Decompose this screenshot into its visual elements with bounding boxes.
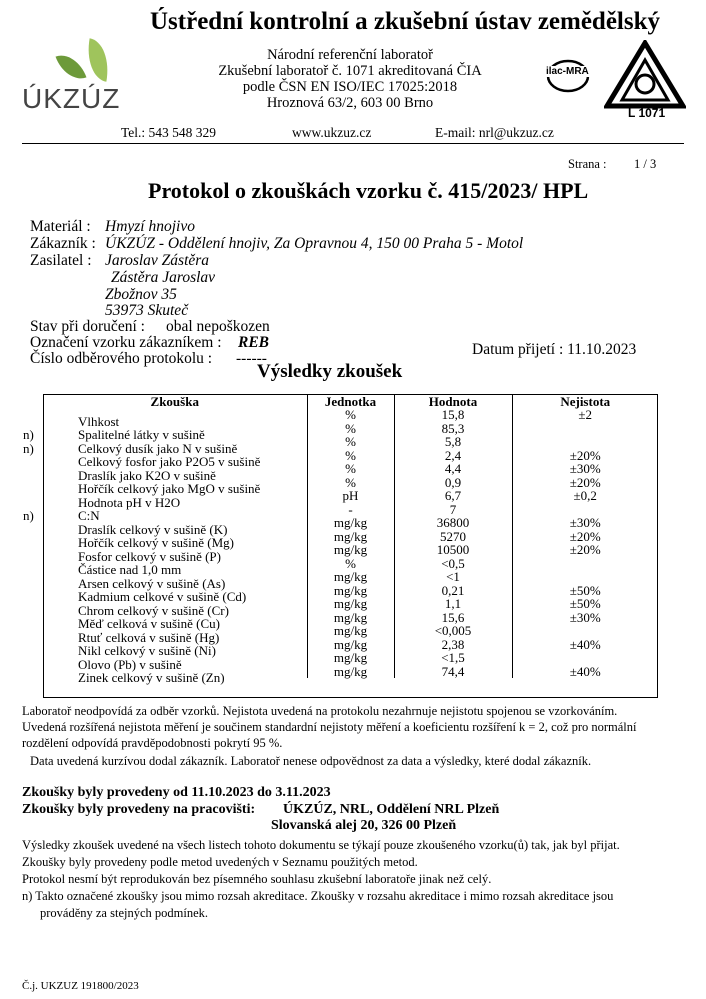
material-label: Materiál :	[30, 218, 91, 235]
footer-note-2: Zkoušky byly provedeny podle metod uvedených v Seznamu použitých metod.	[22, 855, 418, 869]
value-cell: 4,4	[394, 462, 512, 476]
material-value: Hmyzí hnojivo	[105, 218, 195, 235]
uncertainty-cell	[512, 651, 658, 665]
unit-cell: mg/kg	[307, 597, 394, 611]
test-name-cell	[43, 651, 307, 672]
value-cell: 15,6	[394, 611, 512, 625]
lab-line-2: Zkušební laboratoř č. 1071 akreditovaná ČIA	[218, 63, 482, 79]
uncertainty-cell	[512, 503, 658, 517]
table-row	[43, 638, 658, 652]
table-row	[43, 435, 658, 449]
uncertainty-cell: ±20%	[512, 476, 658, 490]
uncertainty-cell	[512, 435, 658, 449]
test-name-cell	[43, 624, 307, 645]
table-row	[43, 503, 658, 517]
uncertainty-cell: ±40%	[512, 638, 658, 652]
non-accredited-mark: n)	[23, 427, 34, 443]
table-row	[43, 476, 658, 490]
test-name-cell	[43, 489, 307, 510]
test-name: Hodnota pH v H2O	[78, 494, 181, 510]
table-row	[43, 584, 658, 598]
test-name-cell	[23, 435, 307, 456]
test-name: Celkový fosfor jako P2O5 v sušině	[78, 454, 261, 470]
test-name-cell	[43, 476, 307, 497]
test-name-cell	[23, 422, 307, 443]
uncertainty-cell: ±30%	[512, 462, 658, 476]
col-header-test: Zkouška	[150, 394, 199, 409]
test-name-cell	[43, 543, 307, 564]
unit-cell: %	[307, 449, 394, 463]
test-name: Draslík jako K2O v sušině	[78, 467, 216, 483]
uncertainty-cell: ±2	[512, 408, 658, 422]
page-label: Strana :	[568, 157, 607, 171]
footer-note-3: Protokol nesmí být reprodukován bez písemného souhlasu zkušební laboratoře jinak než celý.	[22, 872, 492, 886]
delivery-label: Stav při doručení :	[30, 318, 145, 335]
value-cell: 7	[394, 503, 512, 517]
table-row	[43, 408, 658, 422]
table-row	[43, 462, 658, 476]
unit-cell: mg/kg	[307, 665, 394, 679]
value-cell: 6,7	[394, 489, 512, 503]
value-cell: 2,4	[394, 449, 512, 463]
value-cell: <0,005	[394, 624, 512, 638]
value-cell: 36800	[394, 516, 512, 530]
table-row	[43, 597, 658, 611]
col-header-uncertainty: Nejistota	[512, 395, 658, 408]
test-name-cell	[43, 597, 307, 618]
uncertainty-cell	[512, 422, 658, 436]
test-name-cell	[43, 638, 307, 659]
unit-cell: pH	[307, 489, 394, 503]
table-row	[43, 665, 658, 679]
table-row	[43, 570, 658, 584]
uncertainty-cell	[512, 557, 658, 571]
sender-line-4: 53973 Skuteč	[105, 302, 189, 319]
test-name-cell	[43, 665, 307, 686]
table-row	[43, 611, 658, 625]
test-name-cell	[43, 584, 307, 605]
logo-leaf-left	[56, 49, 87, 85]
test-name-cell	[43, 516, 307, 537]
non-accredited-mark: n)	[23, 508, 34, 524]
non-accredited-mark: n)	[23, 440, 34, 456]
lab-line-3: podle ČSN EN ISO/IEC 17025:2018	[242, 79, 458, 95]
test-name-cell	[43, 570, 307, 591]
test-name: Arsen celkový v sušině (As)	[78, 575, 226, 591]
test-name: Spalitelné látky v sušině	[78, 427, 205, 443]
unit-cell: mg/kg	[307, 584, 394, 598]
note-line-2: Uvedená rozšířená nejistota měření je součinem standardní nejistoty měření a koeficientu rozšíření k = 2, což pro normální	[22, 720, 637, 734]
unit-cell: %	[307, 408, 394, 422]
uncertainty-cell: ±40%	[512, 665, 658, 679]
uncertainty-cell	[512, 570, 658, 584]
footer-note-5: prováděny za stejných podmínek.	[40, 906, 209, 920]
workplace-line-1: ÚKZÚZ, NRL, Oddělení NRL Plzeň	[283, 802, 500, 817]
lab-line-4: Hroznová 63/2, 603 00 Brno	[266, 95, 434, 111]
uncertainty-cell: ±20%	[512, 530, 658, 544]
uncertainty-cell: ±20%	[512, 449, 658, 463]
uncertainty-cell: ±30%	[512, 516, 658, 530]
table-row	[43, 489, 658, 503]
col-header-unit: Jednotka	[307, 395, 394, 408]
table-row	[43, 651, 658, 665]
delivery-value: obal nepoškozen	[166, 318, 270, 335]
unit-cell: %	[307, 462, 394, 476]
cai-triangle-icon	[604, 40, 686, 110]
sender-label: Zasilatel :	[30, 252, 92, 269]
test-name: Olovo (Pb) v sušině	[78, 656, 182, 672]
logo-text: ÚKZÚZ	[22, 83, 121, 114]
value-cell: 1,1	[394, 597, 512, 611]
workplace-line-2: Slovanská alej 20, 326 00 Plzeň	[271, 818, 457, 833]
header-divider	[22, 143, 684, 144]
unit-cell: mg/kg	[307, 516, 394, 530]
value-cell: 0,9	[394, 476, 512, 490]
customer-label: Zákazník :	[30, 235, 96, 252]
value-cell: 5270	[394, 530, 512, 544]
value-cell: 74,4	[394, 665, 512, 679]
value-cell: 2,38	[394, 638, 512, 652]
unit-cell: mg/kg	[307, 638, 394, 652]
test-name: Nikl celkový v sušině (Ni)	[78, 643, 216, 659]
test-name: Vlhkost	[78, 413, 120, 429]
uncertainty-cell: ±50%	[512, 584, 658, 598]
sender-line-2: Zástěra Jaroslav	[111, 269, 216, 286]
sender-line-3: Zbožnov 35	[105, 286, 177, 303]
test-name-cell	[43, 557, 307, 578]
mark-label: Označení vzorku zákazníkem :	[30, 334, 222, 351]
test-name: Zinek celkový v sušině (Zn)	[78, 670, 225, 686]
results-title: Výsledky zkoušek	[257, 361, 403, 382]
unit-cell: -	[307, 503, 394, 517]
test-name: Hořčík celkový jako MgO v sušině	[78, 481, 261, 497]
test-name: Celkový dusík jako N v sušině	[78, 440, 238, 456]
sender-line-1: Jaroslav Zástěra	[105, 252, 210, 269]
test-name: C:N	[78, 508, 100, 524]
test-name: Fosfor celkový v sušině (P)	[78, 548, 221, 564]
table-row	[43, 530, 658, 544]
protocol-value: ------	[236, 350, 267, 367]
unit-cell: %	[307, 422, 394, 436]
test-name: Kadmium celkové v sušině (Cd)	[78, 589, 247, 605]
value-cell: <1	[394, 570, 512, 584]
note-line-4: Data uvedená kurzívou dodal zákazník. Laboratoř nenese odpovědnost za data a výsledky, které dodal zákazník.	[30, 754, 592, 768]
table-row	[43, 422, 658, 436]
test-name: Hořčík celkový v sušině (Mg)	[78, 535, 234, 551]
uncertainty-cell: ±20%	[512, 543, 658, 557]
phone: Tel.: 543 548 329	[121, 125, 217, 140]
table-row	[43, 449, 658, 463]
customer-value: ÚKZÚZ - Oddělení hnojiv, Za Opravnou 4, 150 00 Praha 5 - Motol	[105, 235, 524, 252]
test-name-cell	[43, 611, 307, 632]
col-header-value: Hodnota	[394, 395, 512, 408]
performed-dates: Zkoušky byly provedeny od 11.10.2023 do 3.11.2023	[22, 785, 331, 800]
lab-line-1: Národní referenční laboratoř	[267, 47, 433, 63]
test-name: Částice nad 1,0 mm	[78, 562, 182, 578]
unit-cell: %	[307, 435, 394, 449]
test-name-cell	[43, 530, 307, 551]
page-number: 1 / 3	[634, 157, 657, 171]
footer-note-1: Výsledky zkoušek uvedené na všech listech tohoto dokumentu se týkají pouze zkoušeného vzorku(ů) tak, jak byl přijat.	[22, 838, 620, 852]
protocol-title: Protokol o zkouškách vzorku č. 415/2023/ HPL	[148, 178, 589, 203]
footer-note-4: n) Takto označené zkoušky jsou mimo rozsah akreditace. Zkoušky v rozsahu akreditace i mimo rozsah akreditace jsou	[22, 889, 614, 903]
unit-cell: mg/kg	[307, 611, 394, 625]
value-cell: <1,5	[394, 651, 512, 665]
unit-cell: %	[307, 557, 394, 571]
uncertainty-cell: ±0,2	[512, 489, 658, 503]
test-name: Rtuť celková v sušině (Hg)	[78, 629, 220, 645]
unit-cell: mg/kg	[307, 651, 394, 665]
test-name-cell	[43, 462, 307, 483]
unit-cell: %	[307, 476, 394, 490]
value-cell: 15,8	[394, 408, 512, 422]
received-date: Datum přijetí : 11.10.2023	[472, 341, 637, 358]
test-name: Draslík celkový v sušině (K)	[78, 521, 228, 537]
logo-leaf-right	[83, 38, 114, 82]
test-name-cell	[43, 449, 307, 470]
uncertainty-cell	[512, 624, 658, 638]
value-cell: <0,5	[394, 557, 512, 571]
unit-cell: mg/kg	[307, 543, 394, 557]
test-name: Chrom celkový v sušině (Cr)	[78, 602, 229, 618]
results-table	[23, 394, 658, 686]
uncertainty-cell: ±30%	[512, 611, 658, 625]
value-cell: 85,3	[394, 422, 512, 436]
value-cell: 0,21	[394, 584, 512, 598]
value-cell: 5,8	[394, 435, 512, 449]
test-name-cell	[43, 408, 307, 429]
test-name: Měď celková v sušině (Cu)	[78, 616, 220, 632]
note-line-3: rozdělení odpovídá pravděpodobnosti pokrytí 95 %.	[22, 736, 283, 750]
unit-cell: mg/kg	[307, 570, 394, 584]
mark-value: REB	[238, 334, 270, 351]
table-row	[43, 557, 658, 571]
table-row	[43, 516, 658, 530]
note-line-1: Laboratoř neodpovídá za odběr vzorků. Nejistota uvedená na protokolu nezahrnuje nejistotu spojenou se vzorkováním.	[22, 704, 618, 718]
institute-name: Ústřední kontrolní a zkušební ústav zemědělský	[150, 8, 661, 35]
unit-cell: mg/kg	[307, 624, 394, 638]
test-name-cell	[23, 503, 307, 524]
website: www.ukzuz.cz	[292, 125, 372, 140]
table-row	[43, 543, 658, 557]
table-row	[43, 624, 658, 638]
uncertainty-cell: ±50%	[512, 597, 658, 611]
reference-number: Č.j. UKZUZ 191800/2023	[22, 980, 139, 992]
workplace-label: Zkoušky byly provedeny na pracovišti:	[22, 802, 256, 817]
cai-label: L 1071	[628, 106, 666, 120]
unit-cell: mg/kg	[307, 530, 394, 544]
protocol-label: Číslo odběrového protokolu :	[30, 350, 213, 367]
email: E-mail: nrl@ukzuz.cz	[435, 125, 554, 140]
value-cell: 10500	[394, 543, 512, 557]
ilac-text: ilac-MRA	[546, 66, 589, 77]
